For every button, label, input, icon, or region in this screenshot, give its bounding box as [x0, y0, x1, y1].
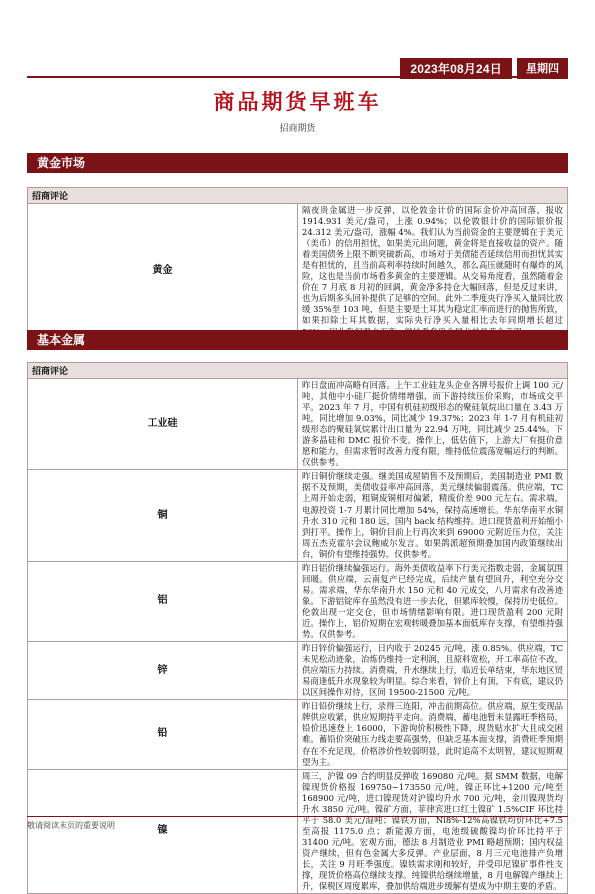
gold-table-header-row	[28, 188, 568, 204]
gold-row	[28, 204, 568, 340]
commentary-copper: 昨日铜价继续走强。继美国成屋销售不及预期后，美国制造业 PMI 数据不及预期，美债收益率冲高回落，美元继续偏弱震荡。供应端，TC 上周开始走弱，粗铜废铜相对偏紧，精废价差 900 元左右。需求端，电源投资 1-7 月累计同比增加 54%，保持高速增长。华东华南平水铜升水 310 元和 180 远，国内 back 结构维持。进口现货盈利开始缩小到打平。操作上，铜价目前上行再次来到 69000 元附近压力位，关注周五杰克霍尔会议鲍威尔发言。如果鸽派超预期叠加国内政策继续出台，铜价有望维持强势。仅供参考。	[298, 470, 568, 561]
page-title: 商品期货早班车	[213, 90, 382, 114]
category-gold: 黄金	[28, 204, 298, 340]
gold-table-header: 招商评论	[28, 188, 568, 204]
header-rule	[27, 76, 568, 78]
gold-table	[27, 187, 568, 340]
commentary-zinc: 昨日锌价偏强运行，日内收于 20245 元/吨，涨 0.85%。供应端，TC 未见松动迹象，冶炼仍维持一定利润，且原料宽松，开工率高位不改，供应端压力持续。消费端，升水继续上行，临近长单结束，华东地区贸易商逢低升水现象较为明显。综合来看，锌价上有顶，下有底，建议仍以区间操作对待，区间 19500-21500 元/吨。	[298, 642, 568, 700]
base-row-lead	[28, 700, 568, 769]
commentary-lead: 昨日铅价继续上行，录得三连阳，冲击前期高位。供应端，原生变现品牌供应收紧，供应短期持平走向。消费端，蓄电池暂未显露旺季格局，铅价迅速登上 16000，下游询价积极性下降，现货贴水扩大且成交困难。蓄铅价突破压力线走要高强势，但缺乏基本面支撑，消费旺季预期存在不充足现，价格涉价性较弱明显，此时追高不太明智，建议短期观望为主。	[298, 700, 568, 769]
base-table-header-row	[28, 363, 568, 379]
base-row-nickel	[28, 769, 568, 894]
category-nickel: 镍	[28, 769, 298, 894]
category-zinc: 锌	[28, 642, 298, 700]
commentary-gold: 隔夜贵金属进一步反弹，以伦敦金计价的国际金价冲高回落，报收 1914.931 美元/盎司，上涨 0.94%；以伦敦银计价的国际银价报 24.312 美元/盎司，涨幅 4%。我们认为当前资金的主要逻辑在于美元（美币）的信用担忧，如果美元出问题，黄金将是直接收益的资产。随着美国债务上限不断突破新高，市场对于美债能否延续信用而担忧其实是有担忧的，且当前高利率持续时间越久，那么高压就随时有爆炸的风险，这也是当前市场看多黄金的主要逻辑。从交易角度看，虽然随着金价在 7 月底 8 月初的回调，黄金净多持仓大幅回落，但是反过来讲，也为后期多头回补提供了足够的空间。此外二季度央行净买入量同比放缓 35%至 103 吨，但是主要是土耳其为稳定汇率而进行的抛售所致，如果扣除土耳其数据，实际央行净买入量相比去年同期增长超过	[298, 204, 568, 340]
page-subtitle: 招商期货	[279, 124, 316, 134]
footer-disclaimer: 敬请阅读末页的重要说明	[27, 816, 568, 831]
commentary-nickel: 周三，沪镍 09 合约明显反弹收 169080 元/吨。据 SMM 数据，电解镍现货价格报 169750~173550 元/吨，镍正环比+1200 元/吨至 168900 元/吨，进口镍现货对沪镍均升水 700 元/吨，金川镍现货均升水 3850 元/吨。镍矿方面，菲律宾进口红土镍矿 1.5%CIF 环比持平于 58.0 美元/湿吨；镍铁方面，Ni8%-12%高镍铁均价环比+7.5 至高报 1175.0 点；新能源方面，电池级硫酸镍均价环比持平于 31400 元/吨。宏观方面，德法 8 月制造业 PMI 略超预期；国内权益资产继续，但有色金属大多反弹。产业层面，8 月三元电池排产负增长，关注 9 月旺季强度。镍铁需求刚和较好，并受印尼镍矿事件性支撑，现货价格高位继续支撑。纯镍供给继续增量，8 月电解镍产继续上升，保税区周度累库，叠加供给端进步缓解有望成为中期主要的矛盾。	[298, 769, 568, 894]
category-aluminum: 铝	[28, 561, 298, 641]
category-lead: 铅	[28, 700, 298, 769]
base-table-header: 招商评论	[28, 363, 568, 379]
base-row-silicon	[28, 379, 568, 470]
report-weekday: 星期四	[517, 58, 568, 79]
base-row-copper	[28, 470, 568, 561]
section-base-metals-header: 基本金属	[27, 330, 568, 350]
category-copper: 铜	[28, 470, 298, 561]
base-row-zinc	[28, 642, 568, 700]
base-row-aluminum	[28, 561, 568, 641]
section-gold-header: 黄金市场	[27, 153, 568, 173]
commentary-aluminum: 昨日铝价继续偏强运行。海外美债收益率下行美元指数走弱，金属氛围回暖。供应端，云南复产已经完成，后续产量有望回升，利空充分交易。需求端，华东华南升水 150 元和 40 元成交，八月需求有改善迹象。下游铝锭库存虽然没有进一步去化，但累库较慢，保持历史低位。伦敦出现一定交仓，但市场情绪影响有限。进口现货盈利 200 元附近。操作上，铝价短期在宏观转暖叠加基本面低库存支撑，有望维持强势。仅供参考。	[298, 561, 568, 641]
category-silicon: 工业硅	[28, 379, 298, 470]
base-metals-table	[27, 362, 568, 894]
commentary-silicon: 昨日盘面冲高略有回落。上午工业硅龙头企业各牌号报价上调 100 元/吨，其他中小硅厂挺价情绪增强，而下游持续压价采购，市场成交平平。2023 年 7 月，中国有机硅初级形态的聚硅氧烷出口量在 3.43 万吨，同比增加 9.03%，同比减少 19.37%；2023 年 1-7 月有机硅初级形态的聚硅氧烷累计出口量为 22.94 万吨，同比减少 25.44%。下游多晶硅和 DMC 报价不变。操作上，低估值下，上游大厂有挺价意愿和能力，但需求暂时改善力度有限，维持低位震荡宽幅运行的判断。仅供参考。	[298, 379, 568, 470]
report-date: 2023年08月24日	[400, 58, 512, 79]
